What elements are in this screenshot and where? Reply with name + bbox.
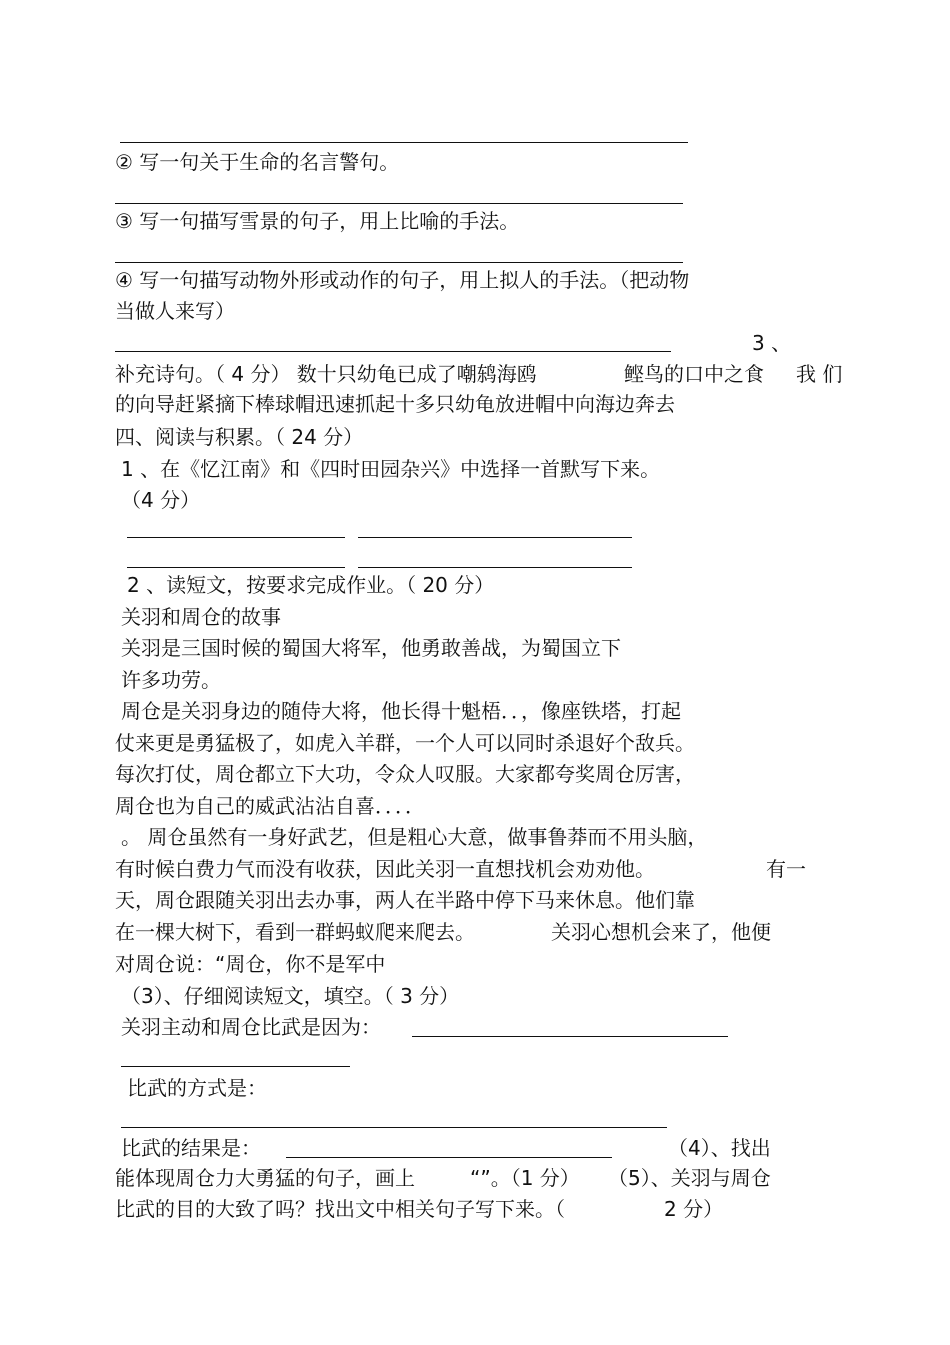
section-4-q2: 2 、读短文，按要求完成作业。（ 20 分） — [127, 573, 495, 597]
fill-reason-label: 关羽主动和周仓比武是因为： — [121, 1015, 381, 1039]
question-5-cont: 比武的目的大致了吗？找出文中相关句子写下来。（ — [115, 1197, 565, 1221]
question-4-find: （4）、找出 — [668, 1136, 771, 1160]
fill-result-label: 比武的结果是： — [121, 1136, 261, 1160]
question-5-score: 2 分） — [664, 1197, 724, 1221]
story-paragraph-line: 对周仓说：“周仓，你不是军中 — [115, 952, 386, 976]
q4-writing-prompt: ④ 写一句描写动物外形或动作的句子，用上拟人的手法。（把动物 — [115, 268, 690, 292]
answer-line — [127, 567, 345, 568]
answer-line — [115, 262, 683, 263]
answer-line — [358, 537, 632, 538]
story-paragraph-line: 每次打仗，周仓都立下大功，令众人叹服。大家都夸奖周仓厉害， — [115, 762, 695, 786]
answer-line — [286, 1157, 612, 1158]
poem-question-line1-c: 我 们 — [796, 362, 843, 386]
section-4-q1-score: （4 分） — [121, 488, 201, 512]
answer-line — [120, 142, 688, 143]
question-3-fill: （3）、仔细阅读短文，填空。（ 3 分） — [121, 984, 460, 1008]
answer-line — [115, 203, 683, 204]
poem-question-line1-b: 鲣鸟的口中之食 — [624, 362, 764, 386]
question-4-mark: “”。（1 分） — [470, 1166, 580, 1190]
section-4-heading: 四、阅读与积累。（ 24 分） — [115, 425, 364, 449]
story-paragraph-line: 关羽心想机会来了，他便 — [551, 920, 771, 944]
story-paragraph-line: 仗来更是勇猛极了，如虎入羊群，一个人可以同时杀退好个敌兵。 — [115, 731, 695, 755]
answer-line — [115, 351, 671, 352]
q4-writing-prompt-cont: 当做人来写） — [115, 299, 235, 323]
story-paragraph-line: 。 周仓虽然有一身好武艺，但是粗心大意，做事鲁莽而不用头脑， — [121, 825, 708, 849]
story-paragraph-line: 天，周仓跟随关羽出去办事，两人在半路中停下马来休息。他们靠 — [115, 888, 695, 912]
answer-line — [121, 1066, 350, 1067]
question-5-start: （5）、关羽与周仓 — [608, 1166, 771, 1190]
question-4-find-cont: 能体现周仓力大勇猛的句子，画上 — [115, 1166, 415, 1190]
story-paragraph-line: 关羽是三国时候的蜀国大将军，他勇敢善战，为蜀国立下 — [121, 636, 621, 660]
story-paragraph-line: 周仓是关羽身边的随侍大将，他长得十魁梧．．，像座铁塔，打起 — [121, 699, 681, 723]
answer-line — [127, 537, 345, 538]
q3-writing-prompt: ③ 写一句描写雪景的句子，用上比喻的手法。 — [115, 209, 520, 233]
section-4-q1: 1 、在《忆江南》和《四时田园杂兴》中选择一首默写下来。 — [121, 457, 661, 481]
fill-method-label: 比武的方式是： — [127, 1076, 267, 1100]
story-title: 关羽和周仓的故事 — [121, 605, 281, 629]
story-paragraph-line: 有时候白费力气而没有收获，因此关羽一直想找机会劝劝他。 — [115, 857, 655, 881]
question-3-number: 3 、 — [752, 331, 792, 355]
story-paragraph-line: 有一 — [766, 857, 806, 881]
story-paragraph-line: 许多功劳。 — [121, 668, 221, 692]
poem-question-line2: 的向导赶紧摘下棒球帽迅速抓起十多只幼龟放进帽中向海边奔去 — [115, 392, 675, 416]
poem-question-line1-a: 补充诗句。（ 4 分） 数十只幼龟已成了嘲鸫海鸥 — [115, 362, 537, 386]
answer-line — [358, 567, 632, 568]
answer-line — [412, 1036, 728, 1037]
story-paragraph-line: 在一棵大树下，看到一群蚂蚁爬来爬去。 — [115, 920, 475, 944]
story-paragraph-line: 周仓也为自己的威武沾沾自喜．．．． — [115, 794, 425, 818]
answer-line — [121, 1127, 667, 1128]
q2-writing-prompt: ② 写一句关于生命的名言警句。 — [115, 150, 400, 174]
